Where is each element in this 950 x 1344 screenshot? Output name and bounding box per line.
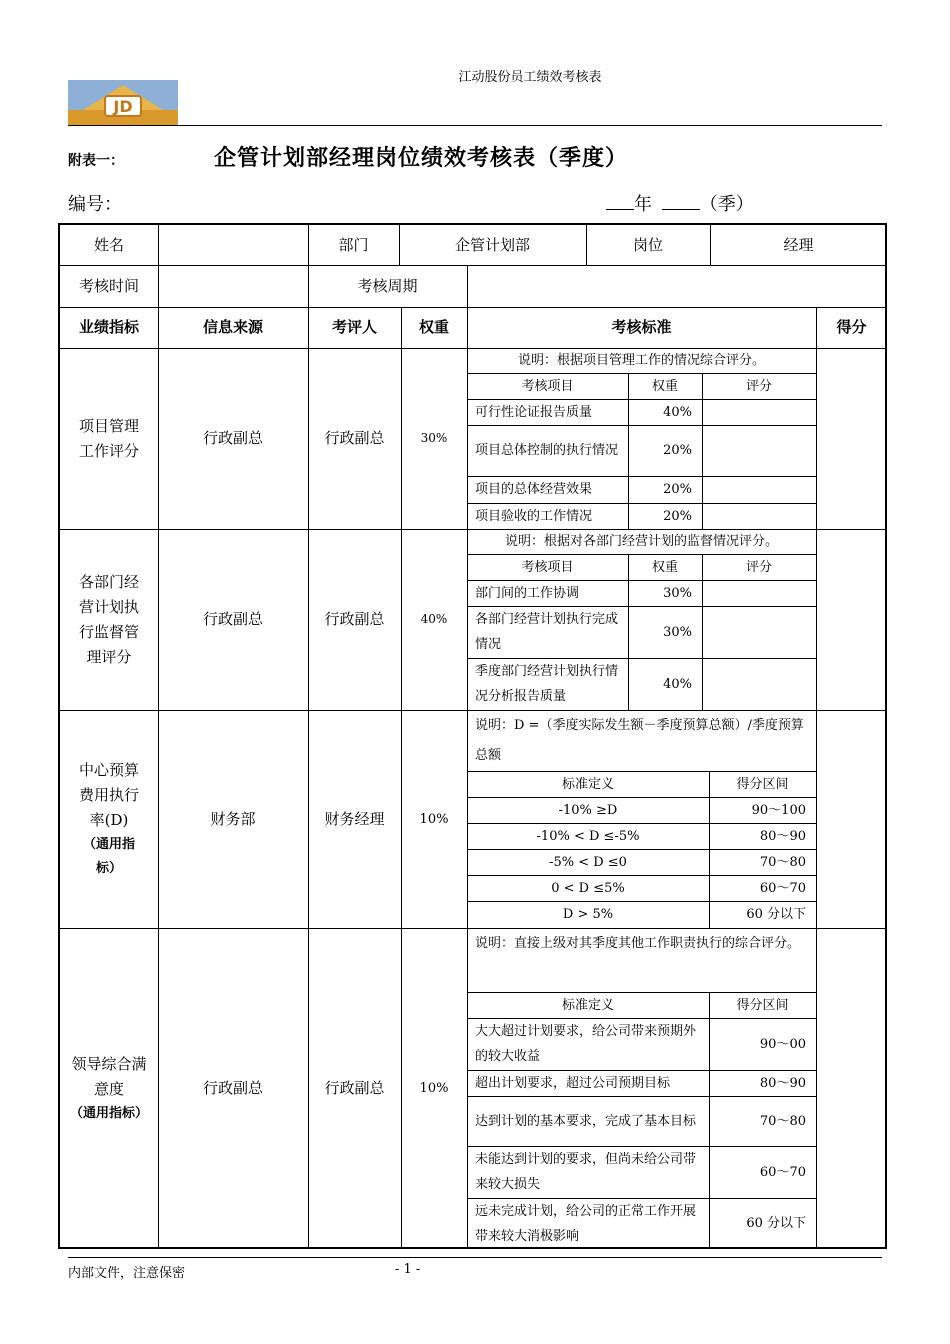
row4-subhead-range: 得分区间 [736, 997, 789, 1013]
row3-indicator: 中心预算费用执行率(D) [78, 760, 139, 829]
row4-range-3: 70～80 [759, 1113, 806, 1129]
row4-def-2: 超出计划要求，超过公司预期目标 [475, 1075, 671, 1091]
row3-def-3: -5% < D ≤0 [549, 854, 627, 870]
col-source: 信息来源 [202, 318, 263, 336]
row3-def-1: -10% ≥D [558, 802, 618, 818]
post-value: 经理 [783, 235, 814, 254]
company-logo [68, 80, 178, 125]
row1-item-3-weight: 20% [663, 482, 692, 497]
row4-indicator: 领导综合满意度 [71, 1054, 147, 1098]
row2-source: 行政副总 [202, 610, 263, 628]
row1-item-4: 项目验收的工作情况 [475, 508, 593, 524]
row3-def-2: -10% < D ≤-5% [536, 828, 640, 844]
row1-item-2: 项目总体控制的执行情况 [475, 443, 619, 458]
name-label: 姓名 [93, 235, 124, 254]
name-value[interactable] [158, 225, 308, 265]
row4-range-1: 90～00 [759, 1036, 806, 1052]
season-blank[interactable] [662, 193, 700, 210]
row3-weight: 10% [419, 811, 449, 827]
row4-def-3: 达到计划的基本要求，完成了基本目标 [475, 1113, 697, 1129]
row4-reviewer: 行政副总 [324, 1079, 385, 1097]
row4-range-4: 60～70 [759, 1164, 806, 1180]
row2-subhead-weight: 权重 [651, 559, 678, 575]
row1-source: 行政副总 [202, 429, 263, 447]
row1-indicator: 项目管理工作评分 [78, 416, 139, 460]
row2-item-2-weight: 30% [663, 624, 692, 640]
footer-rule [68, 1257, 882, 1258]
row1-item-1-weight: 40% [663, 404, 692, 420]
row3-subhead-range: 得分区间 [736, 776, 789, 792]
row4-range-2: 80～90 [759, 1075, 806, 1091]
row4-def-1: 大大超过计划要求，给公司带来预期外的较大收益 [475, 1024, 697, 1064]
running-header: 江动股份员工绩效考核表 [458, 70, 602, 85]
season-label: （季） [699, 194, 754, 215]
row1-score[interactable] [816, 348, 887, 529]
col-weight: 权重 [418, 318, 449, 336]
row2-item-2: 各部门经营计划执行完成情况 [475, 612, 619, 652]
row3-note: 说明：D =（季度实际发生额－季度预算总额）/季度预算总额 [475, 718, 804, 763]
col-reviewer: 考评人 [331, 318, 377, 336]
confidential-note: 内部文件，注意保密 [68, 1266, 186, 1281]
dept-value: 企管计划部 [454, 235, 530, 254]
period-label: 考核周期 [357, 276, 418, 295]
row3-subhead-def: 标准定义 [561, 776, 614, 792]
row4-subhead-def: 标准定义 [561, 997, 614, 1013]
row1-item-3: 项目的总体经营效果 [475, 482, 593, 497]
row4-range-5: 60 分以下 [746, 1216, 806, 1231]
row1-subhead-score: 评分 [745, 378, 772, 394]
row2-indicator: 各部门经营计划执行监督管理评分 [78, 572, 139, 666]
row2-subhead-score: 评分 [745, 559, 772, 575]
row4-source: 行政副总 [202, 1079, 263, 1097]
row3-score[interactable] [816, 710, 887, 928]
year-blank[interactable] [606, 193, 634, 210]
row3-source: 财务部 [210, 809, 256, 828]
row4-score[interactable] [816, 928, 887, 1249]
row1-item-2-weight: 20% [663, 443, 692, 458]
code-label: 编号： [68, 194, 122, 215]
period-time-label: 考核时间 [78, 276, 139, 295]
row1-weight: 30% [420, 431, 448, 445]
row3-range-3: 70～80 [759, 854, 806, 870]
row3-range-2: 80～90 [759, 828, 806, 844]
page-title: 企管计划部经理岗位绩效考核表（季度） [214, 145, 629, 171]
page-number: - 1 - [395, 1262, 421, 1277]
row3-range-1: 90～100 [751, 802, 806, 818]
row1-item-1: 可行性论证报告质量 [475, 404, 593, 420]
row4-indicator-tag: （通用指标） [70, 1105, 149, 1121]
row2-item-1-weight: 30% [663, 585, 692, 601]
row3-indicator-tag: （通用指标） [82, 836, 135, 876]
row4-note: 说明：直接上级对其季度其他工作职责执行的综合评分。 [475, 936, 801, 951]
row3-def-4: 0 < D ≤5% [551, 880, 625, 896]
header-rule [68, 125, 882, 126]
row2-reviewer: 行政副总 [324, 610, 385, 628]
row4-def-5: 远未完成计划，给公司的正常工作开展带来较大消极影响 [475, 1203, 697, 1244]
row4-indicator-cell [60, 928, 158, 1249]
row2-item-3: 季度部门经营计划执行情况分析报告质量 [475, 664, 619, 704]
row2-note: 说明：根据对各部门经营计划的监督情况评分。 [504, 534, 778, 549]
col-standard: 考核标准 [611, 318, 672, 336]
post-label: 岗位 [632, 235, 663, 254]
row3-reviewer: 财务经理 [324, 809, 385, 828]
row2-subhead-item: 考核项目 [521, 559, 574, 575]
row2-weight: 40% [420, 612, 448, 626]
row4-def-4: 未能达到计划的要求，但尚未给公司带来较大损失 [475, 1152, 697, 1192]
row3-range-4: 60～70 [759, 880, 806, 896]
evaluation-table [58, 223, 887, 1249]
row3-range-5: 60 分以下 [746, 907, 806, 922]
year-label: 年 [634, 194, 652, 215]
period-value[interactable] [467, 265, 887, 307]
period-time-value[interactable] [158, 265, 308, 307]
row1-reviewer: 行政副总 [324, 429, 385, 447]
row2-score[interactable] [816, 529, 887, 710]
row3-indicator-cell [60, 710, 158, 928]
row4-weight: 10% [419, 1081, 449, 1096]
row3-def-5: D > 5% [562, 907, 614, 922]
dept-label: 部门 [338, 235, 369, 254]
row1-subhead-weight: 权重 [651, 378, 678, 394]
row1-item-4-weight: 20% [663, 508, 692, 524]
year-season-field[interactable] [606, 190, 754, 216]
row1-note: 说明：根据项目管理工作的情况综合评分。 [517, 353, 765, 368]
logo-text: JD [113, 97, 133, 116]
row1-subhead-item: 考核项目 [521, 378, 574, 394]
col-indicator: 业绩指标 [78, 318, 139, 336]
attachment-label: 附表一： [68, 153, 124, 169]
row2-item-1: 部门间的工作协调 [475, 585, 580, 601]
col-score: 得分 [836, 318, 867, 336]
row2-item-3-weight: 40% [663, 676, 692, 692]
